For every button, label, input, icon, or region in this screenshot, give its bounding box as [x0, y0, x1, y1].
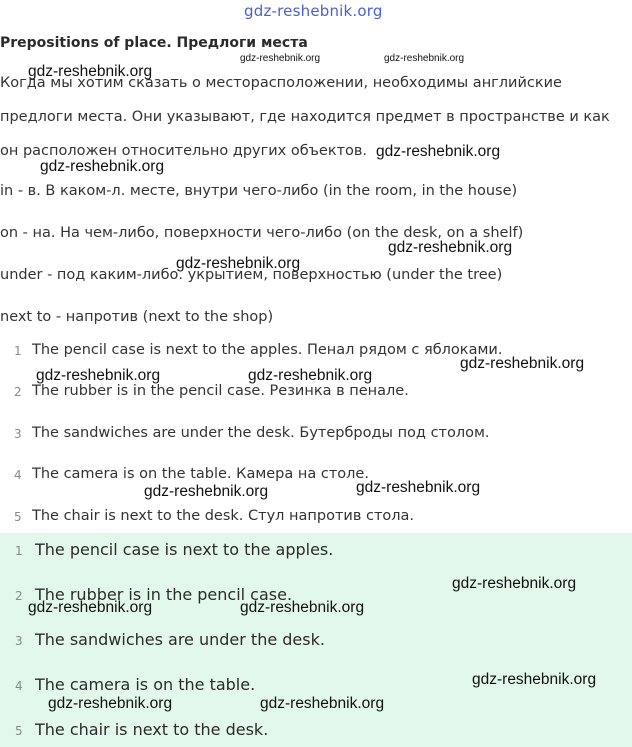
item-number: 2	[14, 385, 22, 399]
definition-in: in - в. В каком-л. месте, внутри чего-либо (in the room, in the house)	[0, 183, 518, 199]
answer-text: The chair is next to the desk.	[35, 720, 269, 739]
answer-number: 2	[15, 589, 23, 603]
item-number: 5	[14, 510, 22, 524]
watermark: gdz-reshebnik.org	[36, 367, 161, 384]
watermark: gdz-reshebnik.org	[384, 53, 465, 64]
definition-next-to: next to - напротив (next to the shop)	[0, 309, 274, 325]
watermark: gdz-reshebnik.org	[240, 53, 321, 64]
watermark: gdz-reshebnik.org	[452, 575, 577, 592]
item-text: The chair is next to the desk. Стул напротив стола.	[32, 508, 415, 524]
watermark: gdz-reshebnik.org	[28, 599, 153, 616]
definition-under: under - под каким-либо. укрытием, поверхностью (under the tree)	[0, 267, 503, 283]
watermark: gdz-reshebnik.org	[240, 599, 365, 616]
answer-number: 4	[15, 679, 23, 693]
watermark: gdz-reshebnik.org	[388, 239, 513, 256]
intro-line: Когда мы хотим сказать о месторасположении, необходимы английские	[0, 75, 562, 91]
intro-line: предлоги места. Они указывают, где находится предмет в пространстве и как	[0, 109, 610, 125]
watermark: gdz-reshebnik.org	[28, 63, 153, 80]
answer-number: 1	[15, 544, 23, 558]
item-text: The rubber is in the pencil case. Резинка в пенале.	[32, 383, 409, 399]
watermark: gdz-reshebnik.org	[472, 671, 597, 688]
answer-text: The sandwiches are under the desk.	[35, 630, 325, 649]
item-text: The sandwiches are under the desk. Бутерброды под столом.	[32, 425, 490, 441]
intro-line: он расположен относительно других объектов.	[0, 143, 368, 159]
item-number: 3	[14, 427, 22, 441]
answer-number: 5	[15, 724, 23, 738]
watermark: gdz-reshebnik.org	[260, 695, 385, 712]
answer-text: The rubber is in the pencil case.	[35, 585, 293, 604]
answer-number: 3	[15, 634, 23, 648]
site-logo[interactable]: gdz-reshebnik.org	[244, 2, 383, 20]
watermark: gdz-reshebnik.org	[356, 479, 481, 496]
watermark: gdz-reshebnik.org	[248, 367, 373, 384]
watermark: gdz-reshebnik.org	[144, 483, 269, 500]
item-text: The pencil case is next to the apples. Пенал рядом с яблоками.	[32, 342, 503, 358]
answer-text: The pencil case is next to the apples.	[35, 540, 334, 559]
page-title: Prepositions of place. Предлоги места	[0, 35, 308, 51]
answer-panel	[0, 533, 632, 747]
definition-on: on - на. На чем-либо, поверхности чего-либо (on the desk, on a shelf)	[0, 225, 524, 241]
watermark: gdz-reshebnik.org	[460, 355, 585, 372]
item-number: 1	[14, 344, 22, 358]
item-number: 4	[14, 468, 22, 482]
answer-text: The camera is on the table.	[35, 675, 256, 694]
item-text: The camera is on the table. Камера на столе.	[32, 466, 369, 482]
watermark: gdz-reshebnik.org	[376, 143, 501, 160]
watermark: gdz-reshebnik.org	[48, 695, 173, 712]
watermark: gdz-reshebnik.org	[176, 255, 301, 272]
watermark: gdz-reshebnik.org	[40, 158, 165, 175]
